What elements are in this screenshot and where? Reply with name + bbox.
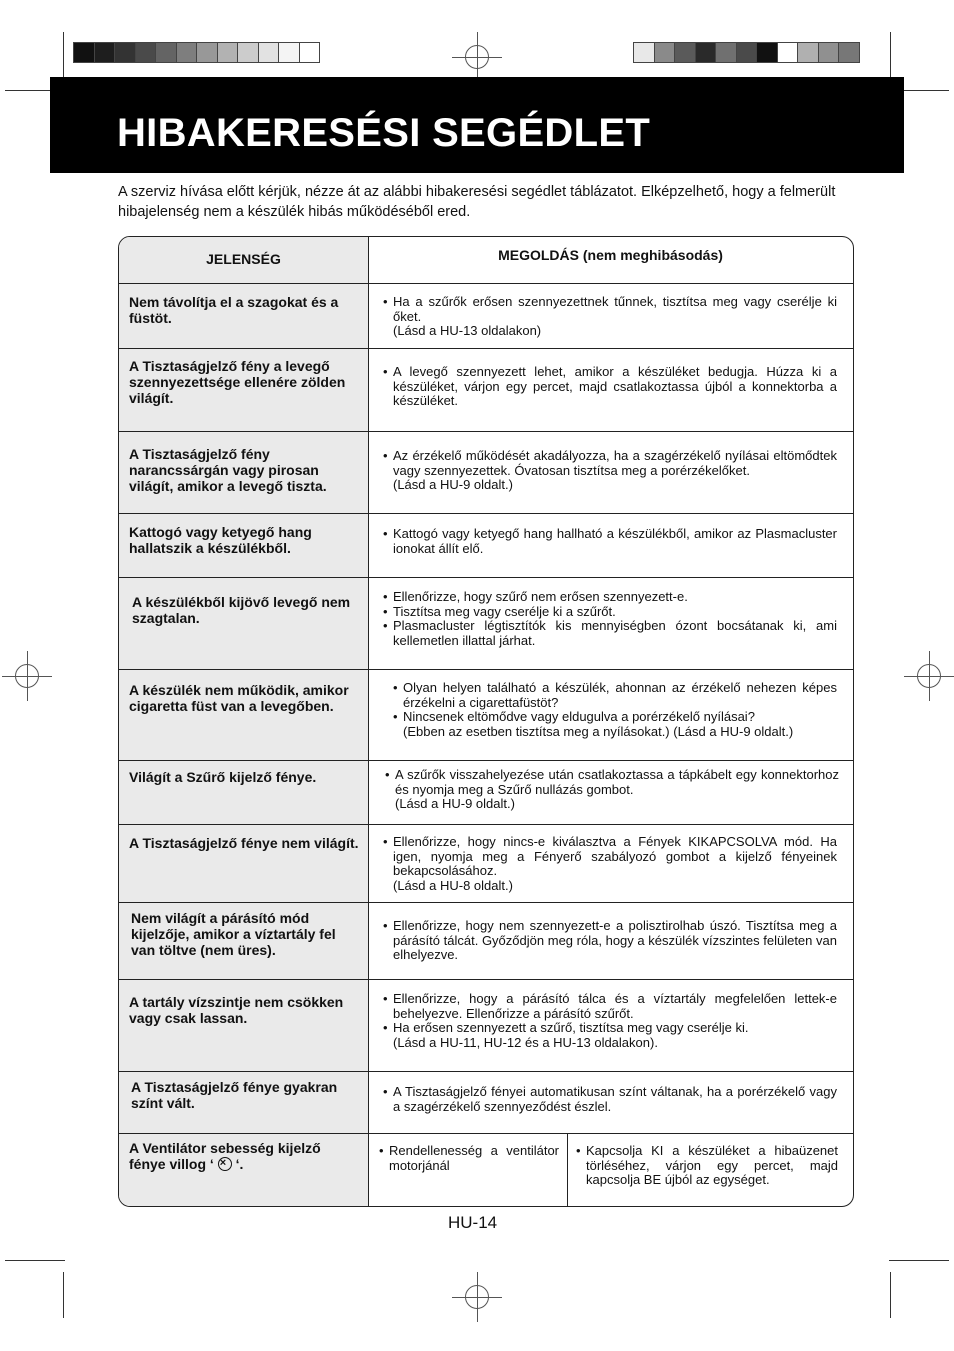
list-item: • Ellenőrizze, hogy a párásító tálca és a víztartály megfelelően lettek-e behelyezve. Ellenőrizze a párásító szűrőt. (383, 992, 837, 1021)
color-calibration-bar-left (73, 42, 319, 65)
symptom-text-part: A Ventilátor sebesség kijelző fénye villog ‘ (129, 1140, 321, 1172)
crop-mark (890, 32, 891, 78)
list-item: • A Tisztaságjelző fényei automatikusan színt váltanak, ha a porérzékelő vagy a szagérzékelő szennyeződést észlel. (383, 1085, 837, 1114)
solution-text (383, 1085, 837, 1114)
table-row (119, 514, 853, 578)
symptom-text: A Tisztaságjelző fénye nem világít. (129, 835, 359, 851)
table-row (119, 825, 853, 903)
solution-text (385, 768, 839, 812)
symptom-text (129, 1140, 361, 1172)
troubleshooting-table (118, 236, 854, 1207)
registration-mark-icon (465, 1285, 489, 1309)
symptom-text: Világít a Szűrő kijelző fénye. (129, 769, 317, 785)
solution-text (393, 681, 837, 739)
symptom-text: A készülékből kijövő levegő nem szagtalan. (132, 594, 351, 626)
solution-text (383, 992, 837, 1050)
list-item: • Az érzékelő működését akadályozza, ha a szagérzékelő nyílásai eltömődtek vagy szennyezettek. Óvatosan tisztítsa meg a porérzékelőket. (383, 449, 837, 478)
table-row (119, 1134, 853, 1207)
symptom-text: Nem távolítja el a szagokat és a füstöt. (129, 294, 339, 326)
crop-mark (63, 32, 64, 78)
solution-text (383, 365, 837, 409)
crop-mark (63, 1272, 64, 1318)
symptom-text: Nem világít a párásító mód kijelzője, amikor a víztartály fel van töltve (nem üres). (131, 910, 336, 958)
color-calibration-bar-right (633, 42, 859, 65)
reference-note: (Lásd a HU-13 oldalakon) (393, 323, 542, 338)
list-item: • Tisztítsa meg vagy cserélje ki a szűrőt. (383, 605, 837, 620)
solution-text (383, 590, 837, 648)
remedy-text (576, 1144, 838, 1188)
solution-header: MEGOLDÁS (nem meghibásodás) (498, 247, 723, 263)
solution-text (383, 919, 837, 963)
list-item: • A szűrők visszahelyezése után csatlakoztassa a tápkábelt egy konnektorhoz és nyomja meg a Szűrő nullázás gombot. (385, 768, 839, 797)
list-item: • Ellenőrizze, hogy szűrő nem erősen szennyezett-e. (383, 590, 837, 605)
table-row (119, 432, 853, 514)
table-row (119, 903, 853, 980)
page-title: HIBAKERESÉSI SEGÉDLET (117, 111, 651, 155)
crop-mark (5, 1260, 65, 1261)
table-row (119, 980, 853, 1072)
registration-mark-icon (917, 664, 941, 688)
registration-mark-icon (465, 45, 489, 69)
symptom-text: A Tisztaságjelző fény a levegő szennyezettsége ellenére zölden világít. (129, 358, 346, 406)
table-row (119, 670, 853, 761)
title-banner (50, 77, 904, 173)
table-row (119, 761, 853, 825)
symptom-text: A tartály vízszintje nem csökken vagy csak lassan. (129, 994, 344, 1026)
reference-note: (Lásd a HU-8 oldalt.) (393, 877, 513, 893)
symptom-text-part: ‘. (231, 1156, 244, 1172)
symptom-text: A Tisztaságjelző fény narancssárgán vagy pirosan világít, amikor a levegő tiszta. (129, 446, 327, 494)
table-row (119, 1072, 853, 1134)
table-row (119, 578, 853, 670)
list-item: • Plasmacluster légtisztítók kis mennyiségben ózont bocsátanak ki, ami kellemetlen illattal járhat. (383, 619, 837, 648)
column-divider (567, 1134, 568, 1207)
list-item: • Olyan helyen található a készülék, ahonnan az érzékelő nehezen képes érzékelni a cigarettafüstöt? (393, 681, 837, 710)
solution-text (383, 835, 837, 893)
symptom-header: JELENSÉG (206, 251, 281, 267)
fan-icon (218, 1157, 232, 1171)
page-number: HU-14 (448, 1213, 498, 1232)
list-item: • Ellenőrizze, hogy nincs-e kiválasztva a Fények KIKAPCSOLVA mód. Ha igen, nyomja meg a Fényerő szabályozó gombot a kijelző fényeinek bekapcsolásához. (383, 835, 837, 879)
symptom-text: Kattogó vagy ketyegő hang hallatszik a készülékből. (129, 524, 312, 556)
list-item: • Kapcsolja KI a készüléket a hibaüzenet törléséhez, várjon egy percet, majd kapcsolja BE újból az egységet. (576, 1144, 838, 1188)
symptom-text: A Tisztaságjelző fénye gyakran színt vált. (131, 1079, 338, 1111)
reference-note: (Lásd a HU-11, HU-12 és a HU-13 oldalakon). (393, 1034, 658, 1050)
reference-note: (Lásd a HU-9 oldalt.) (395, 796, 515, 811)
list-item: • Nincsenek eltömődve vagy eldugulva a porérzékelő nyílásai? (393, 710, 837, 725)
crop-mark (889, 1260, 949, 1261)
list-item: • Kattogó vagy ketyegő hang hallható a készülékből, amikor az Plasmacluster ionokat állít elő. (383, 527, 837, 556)
table-header-row (119, 237, 853, 284)
reference-note: (Lásd a HU-9 oldalt.) (393, 477, 513, 492)
list-item: • Ellenőrizze, hogy nem szennyezett-e a polisztirolhab úszó. Tisztítsa meg a párásító tálcát. Győződjön meg róla, hogy a készülék vízszintes felületen van elhelyezve. (383, 919, 837, 963)
list-item: • A levegő szennyezett lehet, amikor a készüléket bedugja. Húzza ki a készüléket, várjon egy percet, majd csatlakoztassa újból a konnektorba a készüléket. (383, 365, 837, 409)
table-row (119, 349, 853, 432)
symptom-text: A készülék nem működik, amikor cigaretta füst van a levegőben. (129, 682, 349, 714)
reference-note: (Ebben az esetben tisztítsa meg a nyílásokat.) (Lásd a HU-9 oldalt.) (403, 723, 794, 739)
solution-text (383, 295, 837, 339)
intro-text: A szerviz hívása előtt kérjük, nézze át az alábbi hibakeresési segédlet táblázatot. Elképzelhető, hogy a felmerült hibajelenség nem a készülék hibás működéséből ered. (118, 184, 836, 220)
solution-text (383, 449, 837, 493)
list-item: • Rendellenesség a ventilátor motorjánál (379, 1144, 559, 1173)
solution-text (383, 527, 837, 556)
crop-mark (890, 1272, 891, 1318)
list-item: • Ha a szűrők erősen szennyezettnek tűnnek, tisztítsa meg vagy cserélje ki őket. (383, 295, 837, 324)
list-item: • Ha erősen szennyezett a szűrő, tisztítsa meg vagy cserélje ki. (383, 1021, 837, 1036)
cause-text (379, 1144, 559, 1173)
registration-mark-icon (15, 664, 39, 688)
table-row (119, 284, 853, 349)
